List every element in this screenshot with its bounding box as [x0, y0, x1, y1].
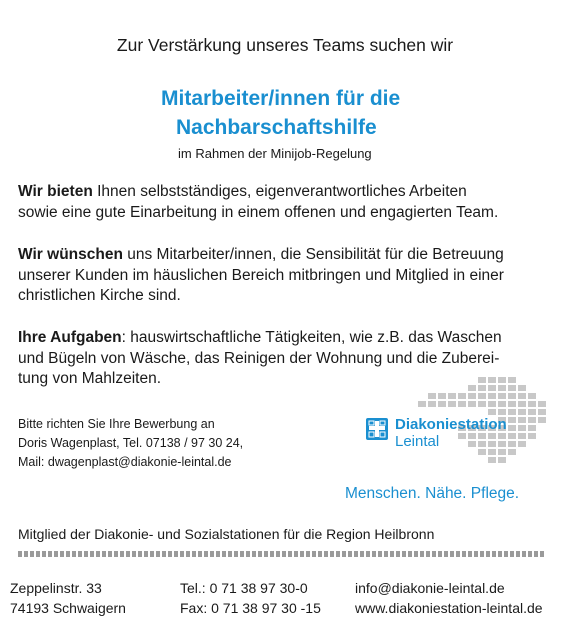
footer-street: Zeppelinstr. 33 [10, 580, 102, 596]
logo-organization-place: Leintal [395, 433, 440, 450]
membership-line: Mitglied der Diakonie- und Sozialstationen für die Region Heilbronn [18, 526, 435, 542]
job-subtitle: im Rahmen der Minijob-Regelung [178, 146, 372, 161]
footer-phone [180, 578, 321, 618]
intro-text: Zur Verstärkung unseres Teams suchen wir [116, 35, 454, 55]
wish-text-2: unserer Kunden im häuslichen Bereich mitbringen und Mitglied in einer [18, 266, 504, 284]
wish-lead: Wir wünschen [18, 246, 123, 263]
offer-paragraph [18, 182, 558, 223]
job-title-line1: Mitarbeiter/innen für die [161, 87, 401, 110]
contact-line2: Doris Wagenplast, Tel. 07138 / 97 30 24, [18, 436, 244, 450]
offer-text: Ihnen selbstständiges, eigenverantwortliches Arbeiten [92, 183, 467, 200]
dotted-divider [18, 551, 546, 557]
tasks-text-2: und Bügeln von Wäsche, das Reinigen der Wohnung und die Zuberei- [18, 349, 500, 367]
tasks-text: : hauswirtschaftliche Tätigkeiten, wie z.B. das Waschen [121, 329, 502, 346]
contact-line1: Bitte richten Sie Ihre Bewerbung an [18, 417, 215, 431]
tasks-lead: Ihre Aufgaben [18, 329, 122, 346]
footer-city: 74193 Schwaigern [10, 600, 126, 616]
footer-web-link[interactable]: www.diakoniestation-leintal.de [355, 600, 543, 616]
application-contact [18, 415, 243, 472]
footer-tel: Tel.: 0 71 38 97 30-0 [180, 580, 308, 596]
tasks-text-3: tung von Mahlzeiten. [18, 370, 162, 387]
logo-organization-name: Diakoniestation [395, 416, 507, 433]
offer-lead: Wir bieten [18, 183, 93, 200]
footer-online [355, 578, 543, 618]
footer-address [10, 578, 126, 618]
wish-paragraph [18, 245, 558, 307]
wish-text-3: christlichen Kirche sind. [18, 287, 181, 304]
footer-email-link[interactable]: info@diakonie-leintal.de [355, 580, 505, 596]
diakonie-cross-logo-icon [366, 418, 388, 440]
contact-email[interactable]: Mail: dwagenplast@diakonie-leintal.de [18, 455, 232, 469]
footer-fax: Fax: 0 71 38 97 30 -15 [180, 600, 321, 616]
job-title-line2: Nachbarschaftshilfe [176, 116, 377, 139]
offer-text-2: sowie eine gute Einarbeitung in einem offenen und engagierten Team. [18, 203, 499, 221]
slogan: Menschen. Nähe. Pflege. [345, 485, 520, 502]
wish-text: uns Mitarbeiter/innen, die Sensibilität für die Betreuung [122, 246, 504, 263]
